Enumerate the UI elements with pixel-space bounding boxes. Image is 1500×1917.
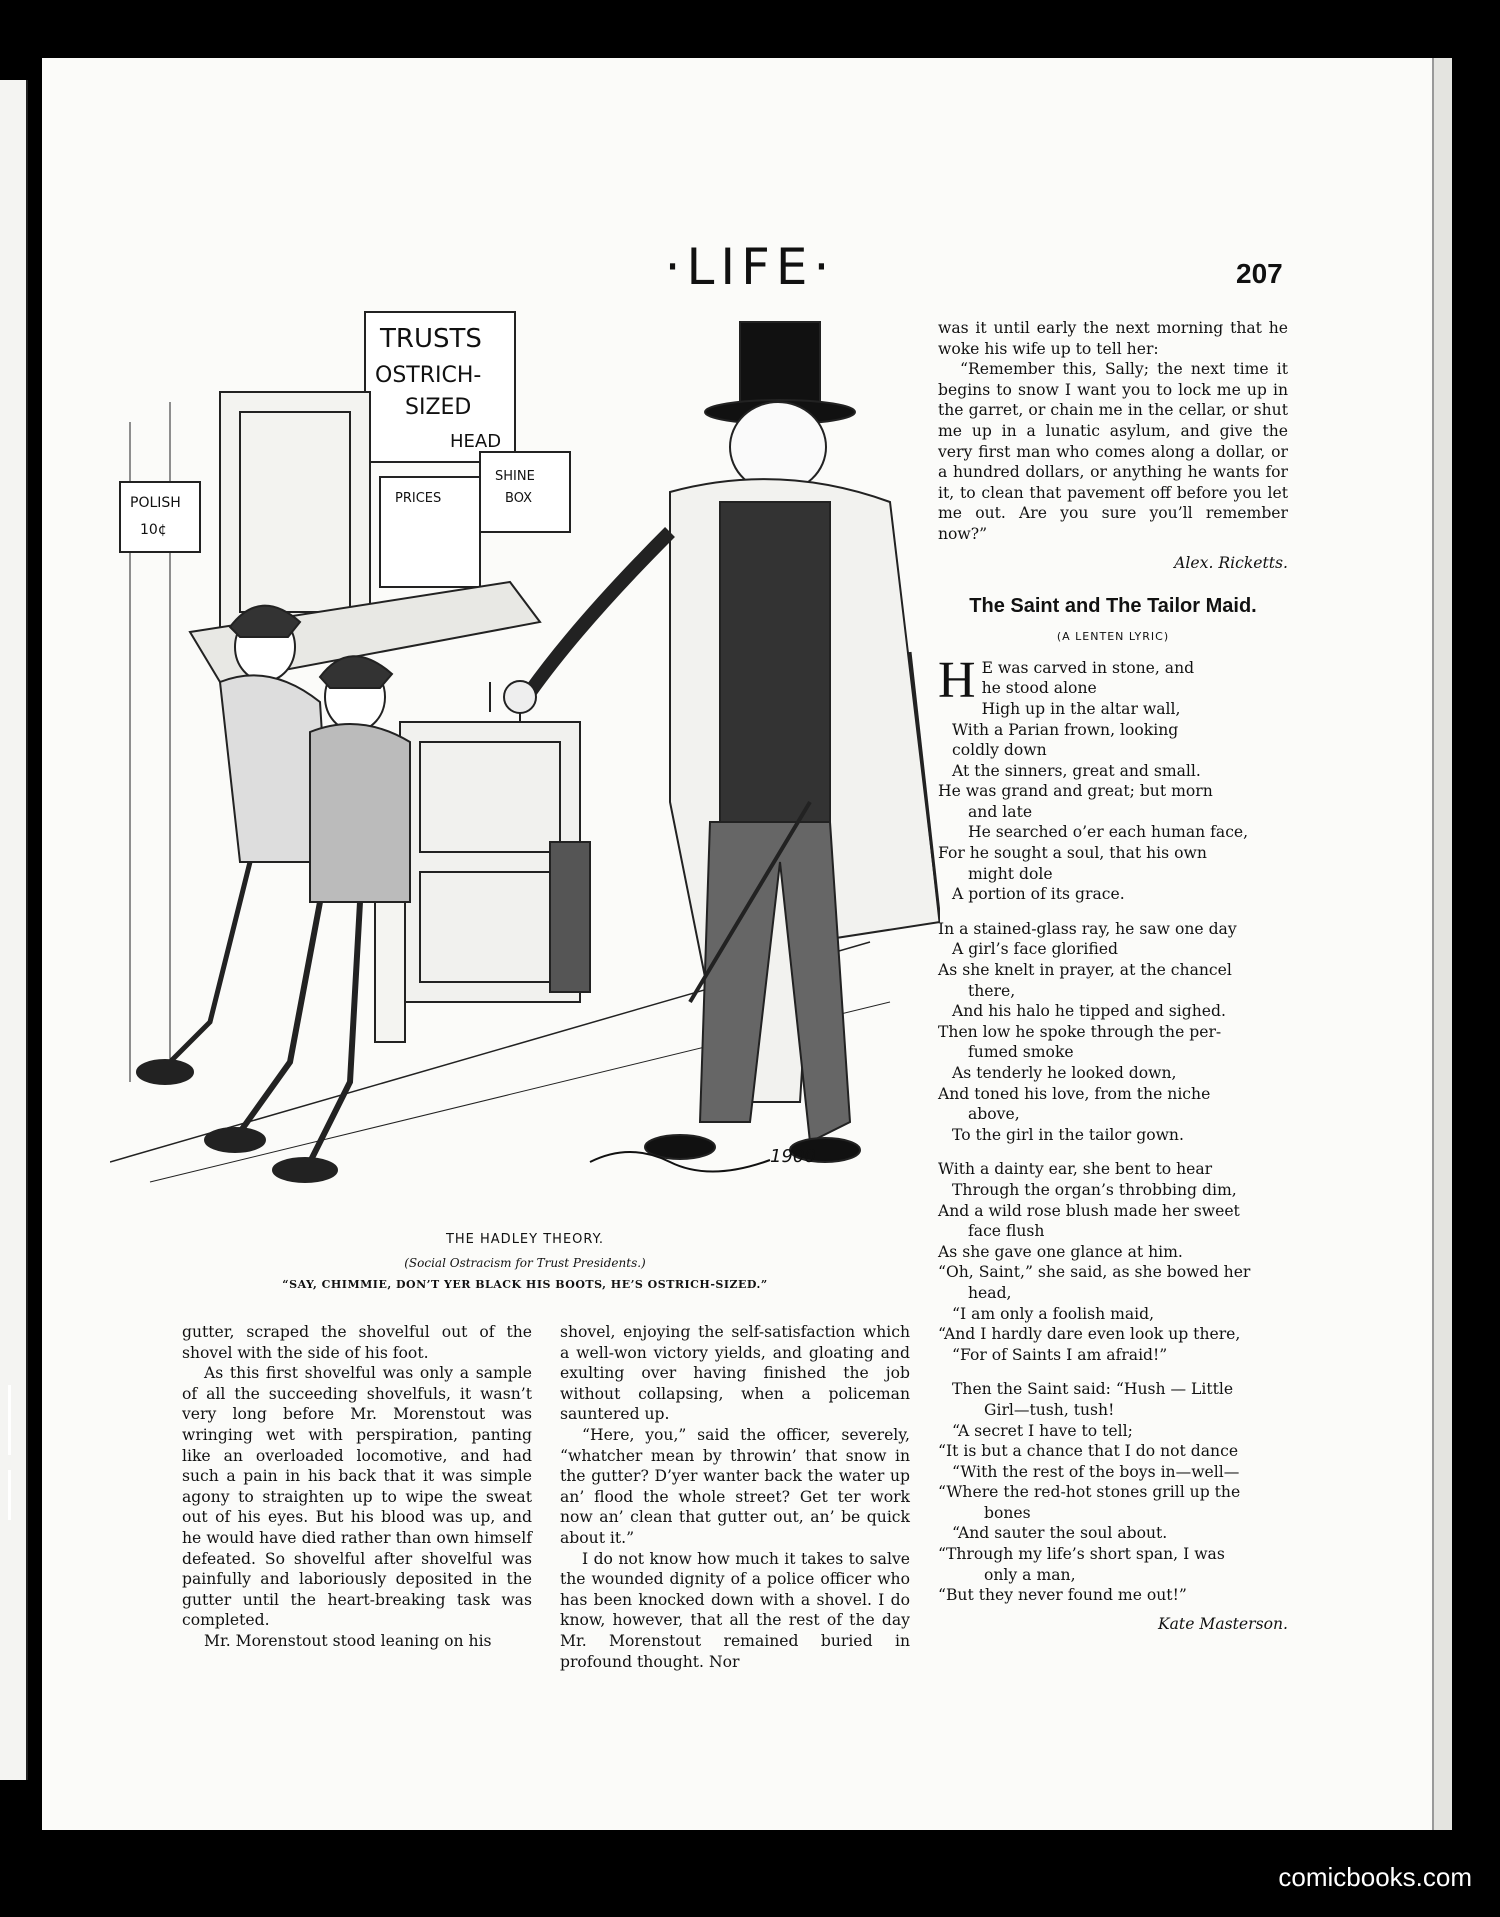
cartoon-illustration bbox=[110, 302, 940, 1232]
poem-line: With a dainty ear, she bent to hear bbox=[938, 1160, 1213, 1179]
poem-line: “A secret I have to tell; bbox=[952, 1421, 1133, 1440]
sign-text-shine: SHINE bbox=[495, 469, 535, 484]
poem-line: A girl’s face glorified bbox=[952, 940, 1118, 959]
poem-line: E was carved in stone, and bbox=[981, 658, 1195, 677]
poem-line: Girl—tush, tush! bbox=[984, 1400, 1115, 1419]
poem-line: “But they never found me out!” bbox=[938, 1586, 1187, 1605]
poem-line: he stood alone bbox=[981, 679, 1097, 698]
poem-line: Through the organ’s throbbing dim, bbox=[952, 1180, 1237, 1199]
poem-line: As she knelt in prayer, at the chancel bbox=[938, 961, 1232, 980]
poem-stanza-3 bbox=[938, 1159, 1288, 1365]
poem-line: there, bbox=[968, 981, 1016, 1000]
poem-line: He searched o’er each human face, bbox=[968, 823, 1249, 842]
sign-text-head: HEAD bbox=[450, 431, 502, 452]
paragraph: shovel, enjoying the self-satisfaction which a well-won victory yields, and gloating and exulting over having finished the job without collapsing, when a policeman sauntered up. bbox=[560, 1323, 910, 1424]
text-column-1 bbox=[182, 1322, 532, 1652]
paragraph: I do not know how much it takes to salve the wounded dignity of a police officer who has been knocked down with a shovel. I do know, however, that all the rest of the day Mr. Morenstout remained buried in profound thought. Nor bbox=[560, 1549, 910, 1671]
poem-stanza-1 bbox=[938, 651, 1288, 905]
cartoon-caption-subtitle: (Social Ostracism for Trust Presidents.) bbox=[404, 1256, 646, 1270]
sign-text-polish: POLISH bbox=[130, 495, 181, 511]
sign-text-prices: PRICES bbox=[395, 491, 442, 506]
sign-text-box: BOX bbox=[505, 491, 532, 506]
poem-line: As tenderly he looked down, bbox=[952, 1064, 1177, 1082]
poem-line: head, bbox=[968, 1283, 1012, 1302]
poem-line: and late bbox=[968, 802, 1033, 821]
artist-signature-year: 1900 bbox=[770, 1146, 816, 1167]
poem-stanza-4 bbox=[938, 1379, 1288, 1606]
poem-line: For he sought a soul, that his own bbox=[938, 844, 1207, 863]
watermark: comicbooks.com bbox=[1278, 1862, 1472, 1892]
sign-text-sized: SIZED bbox=[405, 395, 472, 420]
page-number: 207 bbox=[1236, 258, 1283, 289]
cartoon-caption-title: THE HADLEY THEORY. bbox=[445, 1232, 605, 1247]
paragraph: “Here, you,” said the officer, severely, “whatcher mean by throwin’ that snow in the gutter? D’yer wanter back the water up an’ flood the whole street? Get ter work now an’ clean that gutter out, an’ be quick about it.” bbox=[560, 1425, 910, 1547]
paragraph: “Remember this, Sally; the next time it begins to snow I want you to lock me up in the garret, or chain me in the cellar, or shut me up in a lunatic asylum, and give the very first man who comes along a dollar, or a hundred dollars, or anything he wants for it, to clean that pavement off before you let me out. Are you sure you’ll remember now?” bbox=[938, 360, 1288, 543]
drop-cap: H bbox=[938, 651, 976, 709]
poem-line: “With the rest of the boys in—well— bbox=[952, 1462, 1240, 1481]
facing-page-edge bbox=[0, 80, 28, 1780]
text-column-2 bbox=[560, 1322, 910, 1672]
poem-line: High up in the altar wall, bbox=[981, 699, 1181, 718]
poem-line: “For of Saints I am afraid!” bbox=[952, 1345, 1168, 1364]
poem-line: To the girl in the tailor gown. bbox=[952, 1125, 1184, 1144]
paragraph: gutter, scraped the shovelful out of the shovel with the side of his foot. bbox=[182, 1323, 532, 1362]
poem-line: face flush bbox=[968, 1222, 1045, 1241]
poem-line: coldly down bbox=[952, 741, 1047, 760]
poem-line: fumed smoke bbox=[968, 1043, 1074, 1062]
poem-line: “And I hardly dare even look up there, bbox=[938, 1325, 1241, 1344]
poem-line: As she gave one glance at him. bbox=[938, 1242, 1183, 1261]
margin-mark bbox=[8, 1385, 11, 1455]
poem-title: The Saint and The Tailor Maid. bbox=[969, 595, 1257, 618]
poem-line: “And sauter the soul about. bbox=[952, 1524, 1168, 1543]
paragraph: was it until early the next morning that he woke his wife up to tell her: bbox=[938, 319, 1288, 358]
poem-line: Then the Saint said: “Hush — Little bbox=[952, 1380, 1234, 1399]
poem-line: “I am only a foolish maid, bbox=[952, 1304, 1155, 1323]
paragraph: Mr. Morenstout stood leaning on his bbox=[204, 1631, 492, 1650]
poem-line: With a Parian frown, looking bbox=[952, 720, 1179, 739]
sign-text-trusts: TRUSTS bbox=[380, 324, 482, 354]
poem-line: “Oh, Saint,” she said, as she bowed her bbox=[938, 1263, 1251, 1282]
margin-mark bbox=[8, 1470, 11, 1520]
masthead-title: ·LIFE· bbox=[664, 238, 836, 296]
poem-subtitle: (A LENTEN LYRIC) bbox=[1056, 630, 1170, 644]
poem-line: above, bbox=[968, 1105, 1020, 1124]
poem-line: “Where the red-hot stones grill up the bbox=[938, 1483, 1241, 1502]
poem-line: Then low he spoke through the per- bbox=[938, 1022, 1222, 1041]
sign-text-price: 10¢ bbox=[140, 522, 167, 538]
poem-line: And a wild rose blush made her sweet bbox=[938, 1201, 1240, 1220]
poem-stanza-2 bbox=[938, 919, 1288, 1146]
poem-line: In a stained-glass ray, he saw one day bbox=[938, 919, 1237, 938]
poem-line: only a man, bbox=[984, 1565, 1076, 1584]
poem-line: “It is but a chance that I do not dance bbox=[938, 1442, 1239, 1461]
cartoon-caption-quote: “SAY, CHIMMIE, DON’T YER BLACK HIS BOOTS, HE’S OSTRICH-SIZED.” bbox=[282, 1278, 768, 1291]
author-signature: Alex. Ricketts. bbox=[1174, 553, 1288, 572]
poem-line: “Through my life’s short span, I was bbox=[938, 1545, 1225, 1564]
poem-line: might dole bbox=[968, 864, 1053, 883]
poem-line: He was grand and great; but morn bbox=[938, 782, 1213, 801]
page-edge-shadow bbox=[1432, 58, 1452, 1830]
poem-line: bones bbox=[984, 1503, 1031, 1522]
poem-line: And toned his love, from the niche bbox=[938, 1084, 1211, 1103]
author-signature: Kate Masterson. bbox=[1157, 1614, 1288, 1633]
poem-line: A portion of its grace. bbox=[952, 885, 1125, 904]
poem-line: And his halo he tipped and sighed. bbox=[952, 1002, 1226, 1021]
text-column-3 bbox=[938, 318, 1288, 1634]
sign-text-ostrich: OSTRICH- bbox=[375, 363, 482, 388]
paragraph: As this first shovelful was only a sample of all the succeeding shovelfuls, it wasn’t very long before Mr. Morenstout was wringing wet with perspiration, panting like an overloaded locomotive, and had such a pain in his back that it was simple agony to straighten up to wipe the sweat out of his eyes. But his blood was up, and he would have died rather than own himself defeated. So shovelful after shovelful was painfully and laboriously deposited in the gutter until the heart-breaking task was completed. bbox=[182, 1364, 532, 1630]
poem-line: At the sinners, great and small. bbox=[952, 761, 1201, 780]
